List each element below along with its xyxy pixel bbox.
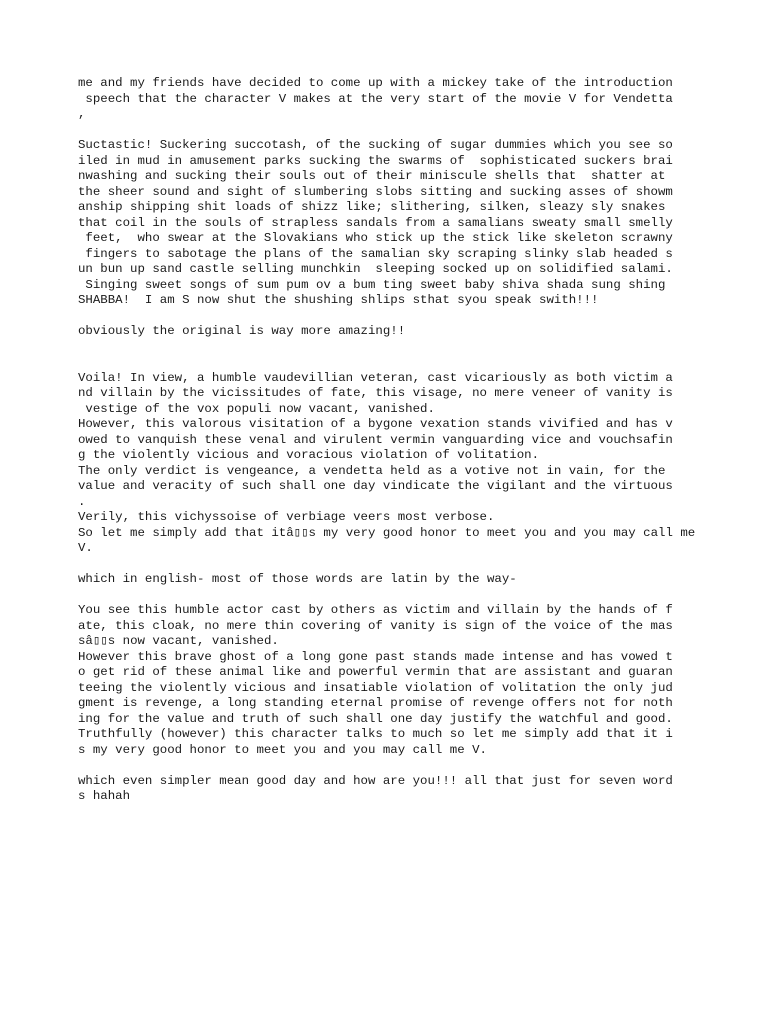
text-line: So let me simply add that itâ▯▯s my very good honor to meet you and you may call me — [78, 525, 696, 540]
text-line: teeing the violently vicious and insatiable violation of volitation the only jud — [78, 680, 673, 695]
text-line: Verily, this vichyssoise of verbiage veers most verbose. — [78, 510, 495, 524]
text-line: s my very good honor to meet you and you may call me V. — [78, 742, 487, 757]
text-line: anship shipping shit loads of shizz like; slithering, silken, sleazy sly snakes — [78, 200, 666, 214]
text-line: the sheer sound and sight of slumbering slobs sitting and sucking asses of showm — [78, 184, 673, 199]
paragraph-spacer — [78, 340, 758, 371]
text-line: V. — [78, 541, 93, 555]
text-line: gment is revenge, a long standing eternal promise of revenge offers not for noth — [78, 696, 673, 710]
text-line: o get rid of these animal like and powerful vermin that are assistant and guaran — [78, 665, 673, 679]
text-line: Singing sweet songs of sum pum ov a bum ting sweet baby shiva shada sung shing — [78, 277, 666, 292]
text-line: feet, who swear at the Slovakians who stick up the stick like skeleton scrawny — [78, 231, 673, 245]
paragraph-spacer — [78, 758, 758, 774]
text-line: However this brave ghost of a long gone past stands made intense and has vowed t — [78, 649, 673, 664]
text-line: The only verdict is vengeance, a vendetta held as a votive not in vain, for the — [78, 463, 666, 478]
document-body — [78, 76, 758, 805]
text-line: obviously the original is way more amazing!! — [78, 324, 406, 338]
text-line: . — [78, 494, 86, 509]
text-line: me and my friends have decided to come up with a mickey take of the introduction — [78, 76, 673, 90]
text-line: ing for the value and truth of such shall one day justify the watchful and good. — [78, 711, 673, 726]
text-line: g the violently vicious and voracious violation of volitation. — [78, 448, 540, 462]
paragraph — [78, 774, 758, 805]
text-line: value and veracity of such shall one day vindicate the vigilant and the virtuous — [78, 479, 673, 493]
text-line: Truthfully (however) this character talks to much so let me simply add that it i — [78, 727, 673, 741]
text-line: fingers to sabotage the plans of the samalian sky scraping slinky slab headed s — [78, 246, 673, 261]
text-line: Suctastic! Suckering succotash, of the sucking of sugar dummies which you see so — [78, 138, 673, 152]
paragraph — [78, 371, 758, 557]
paragraph — [78, 572, 758, 588]
text-line: , — [78, 107, 86, 121]
text-line: s hahah — [78, 789, 131, 803]
paragraph-spacer — [78, 123, 758, 139]
text-line: iled in mud in amusement parks sucking the swarms of sophisticated suckers brai — [78, 153, 673, 168]
text-line: vestige of the vox populi now vacant, vanished. — [78, 401, 435, 416]
text-line: owed to vanquish these venal and virulent vermin vanguarding vice and vouchsafin — [78, 432, 673, 447]
text-line: sâ▯▯s now vacant, vanished. — [78, 634, 279, 648]
paragraph-spacer — [78, 588, 758, 604]
paragraph — [78, 138, 758, 309]
text-line: speech that the character V makes at the very start of the movie V for Vendetta — [78, 91, 673, 106]
text-line: nwashing and sucking their souls out of their miniscule shells that shatter at — [78, 169, 666, 183]
text-line: You see this humble actor cast by others as victim and villain by the hands of f — [78, 603, 673, 617]
paragraph — [78, 324, 758, 340]
paragraph-spacer — [78, 557, 758, 573]
text-line: nd villain by the vicissitudes of fate, this visage, no mere veneer of vanity is — [78, 386, 673, 400]
text-line: However, this valorous visitation of a bygone vexation stands vivified and has v — [78, 417, 673, 431]
text-line: SHABBA! I am S now shut the shushing shlips sthat syou speak swith!!! — [78, 293, 599, 307]
paragraph — [78, 603, 758, 758]
paragraph — [78, 76, 758, 123]
text-line: which in english- most of those words are latin by the way- — [78, 572, 517, 586]
text-line: that coil in the souls of strapless sandals from a samalians sweaty small smelly — [78, 215, 673, 230]
text-line: which even simpler mean good day and how are you!!! all that just for seven word — [78, 773, 673, 788]
text-line: Voila! In view, a humble vaudevillian veteran, cast vicariously as both victim a — [78, 370, 673, 385]
paragraph-spacer — [78, 309, 758, 325]
text-line: ate, this cloak, no mere thin covering of vanity is sign of the voice of the mas — [78, 618, 673, 633]
text-line: un bun up sand castle selling munchkin sleeping socked up on solidified salami. — [78, 262, 673, 276]
